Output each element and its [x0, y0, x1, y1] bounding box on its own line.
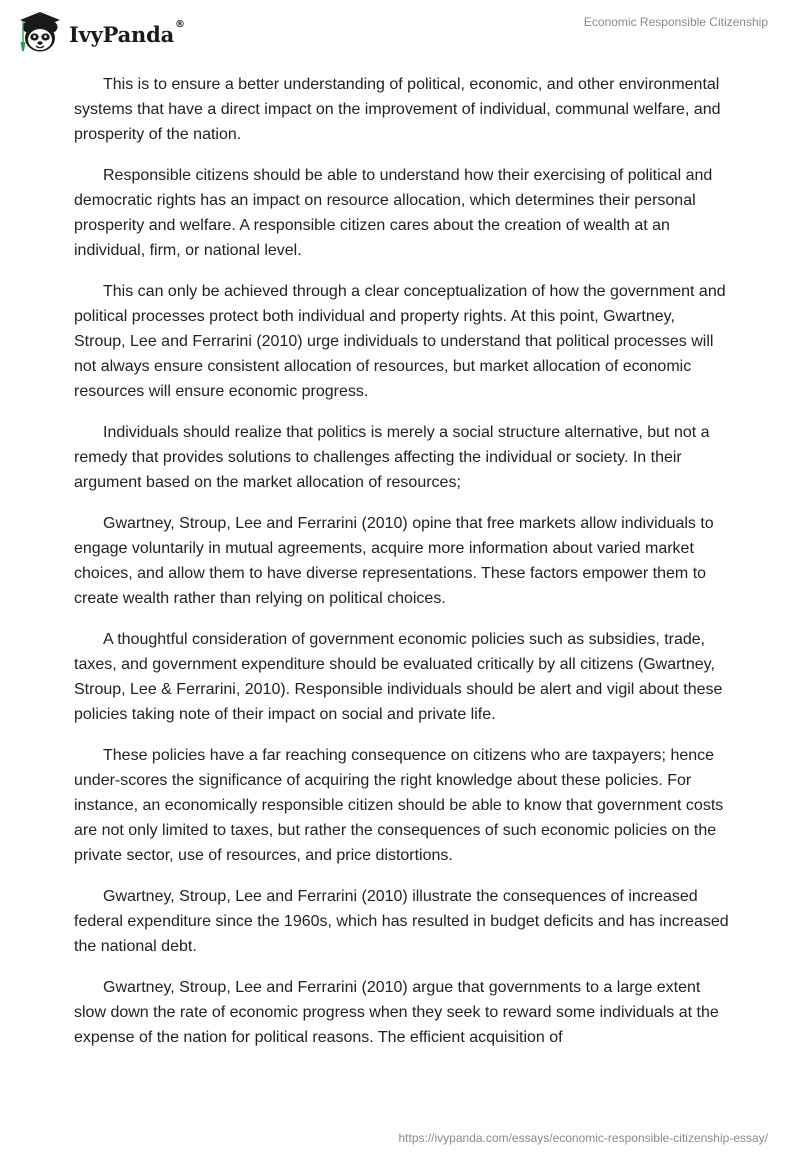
source-url[interactable]: https://ivypanda.com/essays/economic-responsible-citizenship-essay/: [398, 1131, 768, 1145]
paragraph: This can only be achieved through a clear conceptualization of how the government and political processes protect both individual and property rights. At this point, Gwartney, Stroup, Lee and Ferrarini (2010) urge individuals to understand that political processes will not always ensure consistent allocation of resources, but market allocation of economic resources will ensure economic progress.: [74, 283, 726, 400]
paragraph: Responsible citizens should be able to understand how their exercising of political and democratic rights has an impact on resource allocation, which determines their personal prosperity and welfare. A responsible citizen cares about the creation of wealth at an individual, firm, or national level.: [74, 167, 713, 259]
brand-name: IvyPanda®: [69, 18, 185, 47]
ivypanda-logo[interactable]: [15, 10, 185, 56]
panda-graduation-cap-icon: [15, 10, 65, 56]
paragraph: Gwartney, Stroup, Lee and Ferrarini (2010) illustrate the consequences of increased federal expenditure since the 1960s, which has resulted in budget deficits and has increased the national debt.: [74, 888, 729, 955]
essay-body: [74, 72, 730, 1066]
paragraph: A thoughtful consideration of government economic policies such as subsidies, trade, taxes, and government expenditure should be evaluated critically by all citizens (Gwartney, Stroup, Lee & Ferrarini, 2010). Responsible individuals should be alert and vigil about these policies taking note of their impact on social and private life.: [74, 631, 723, 723]
page-header: [0, 0, 800, 64]
paragraph: These policies have a far reaching consequence on citizens who are taxpayers; hence under-scores the significance of acquiring the right knowledge about these policies. For instance, an economically responsible citizen should be able to know that government costs are not only limited to taxes, but rather the consequences of such economic policies on the private sector, use of resources, and price distortions.: [74, 747, 724, 864]
paragraph: Gwartney, Stroup, Lee and Ferrarini (2010) opine that free markets allow individuals to engage voluntarily in mutual agreements, acquire more information about varied market choices, and allow them to have diverse representations. These factors empower them to create wealth rather than relying on political choices.: [74, 515, 714, 607]
paragraph: Gwartney, Stroup, Lee and Ferrarini (2010) argue that governments to a large extent slow down the rate of economic progress when they seek to reward some individuals at the expense of the nation for political reasons. The efficient acquisition of: [74, 979, 719, 1046]
document-title: Economic Responsible Citizenship: [583, 15, 768, 29]
paragraph: Individuals should realize that politics is merely a social structure alternative, but not a remedy that provides solutions to challenges affecting the individual or society. In their argument based on the market allocation of resources;: [74, 424, 710, 491]
registered-mark: ®: [175, 18, 185, 30]
paragraph: This is to ensure a better understanding of political, economic, and other environmental systems that have a direct impact on the improvement of individual, communal welfare, and prosperity of the nation.: [74, 76, 721, 143]
